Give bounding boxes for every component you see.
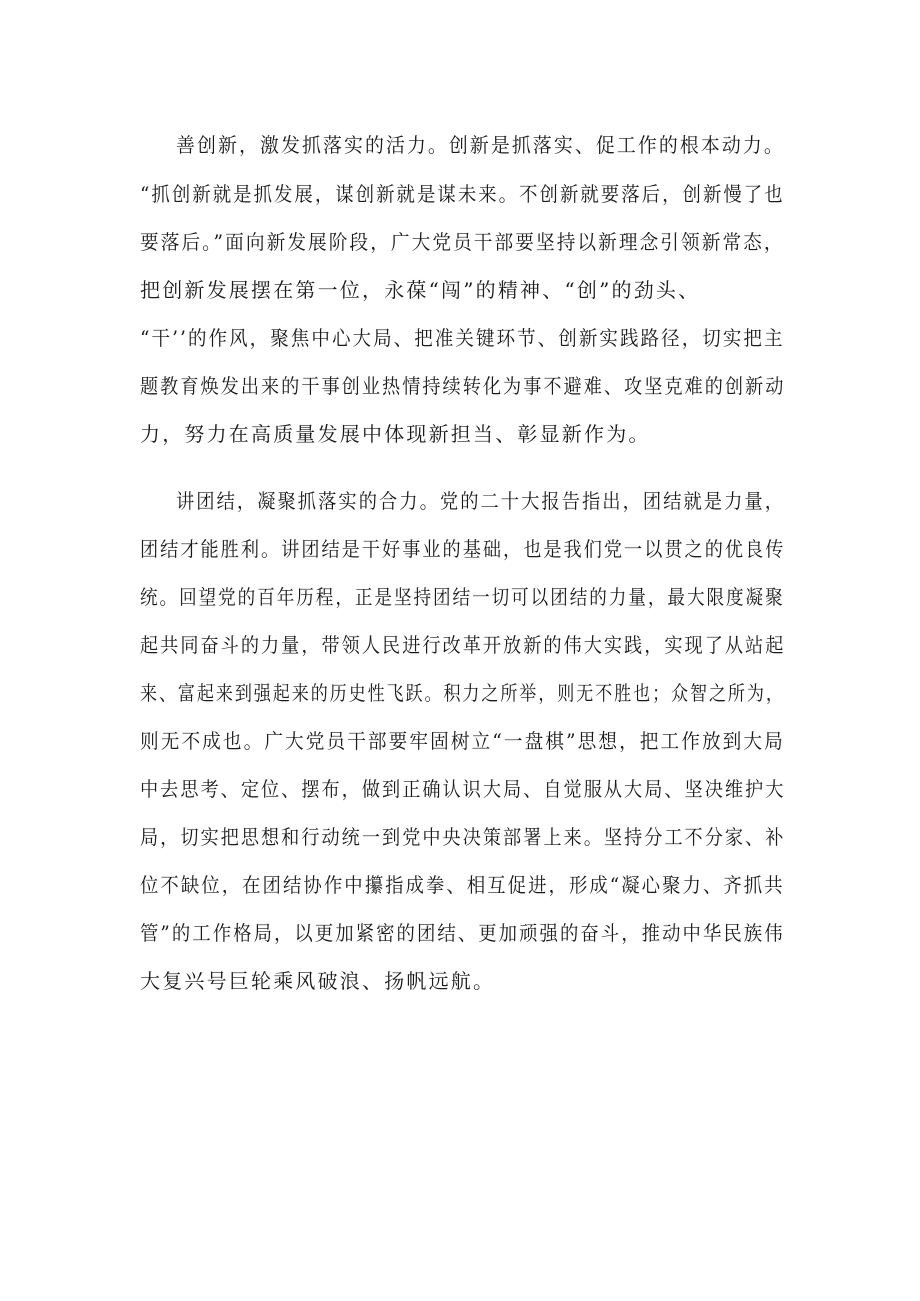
text-line: 统。回望党的百年历程，正是坚持团结一切可以团结的力量，最大限度凝聚	[140, 585, 785, 609]
text-line: “抓创新就是抓发展，谋创新就是谋未来。不创新就要落后，创新慢了也	[140, 182, 785, 206]
text-line: 要落后。”面向新发展阶段，广大党员干部要坚持以新理念引领新常态，	[140, 230, 785, 254]
text-line: 起共同奋斗的力量，带领人民进行改革开放新的伟大实践，实现了从站起	[140, 633, 786, 657]
text-line: 中去思考、定位、摆布，做到正确认识大局、自觉服从大局、坚决维护大	[140, 777, 786, 801]
text-line: 管”的工作格局，以更加紧密的团结、更加顽强的奋斗，推动中华民族伟	[140, 921, 785, 945]
text-line: “干’’的作风，聚焦中心大局、把准关键环节、创新实践路径，切实把主	[140, 326, 785, 350]
text-line: 讲团结，凝聚抓落实的合力。党的二十大报告指出，团结就是力量，	[176, 489, 785, 513]
text-line: 团结才能胜利。讲团结是干好事业的基础，也是我们党一以贯之的优良传	[140, 537, 786, 561]
text-line: 力，努力在高质量发展中体现新担当、彰显新作为。	[140, 422, 651, 446]
text-line: 局，切实把思想和行动统一到党中央决策部署上来。坚持分工不分家、补	[140, 825, 786, 849]
text-line: 来、富起来到强起来的历史性飞跃。积力之所举，则无不胜也；众智之所为，	[140, 681, 785, 705]
text-line: 则无不成也。广大党员干部要牢固树立“一盘棋”思想，把工作放到大局	[140, 729, 785, 753]
text-line: 位不缺位，在团结协作中攥指成拳、相互促进，形成“凝心聚力、齐抓共	[140, 873, 785, 897]
text-line: 善创新，激发抓落实的活力。创新是抓落实、促工作的根本动力。	[176, 133, 785, 157]
text-line: 大复兴号巨轮乘风破浪、扬帆远航。	[140, 969, 496, 993]
text-line: 题教育焕发出来的干事创业热情持续转化为事不避难、攻坚克难的创新动	[140, 374, 786, 398]
text-line: 把创新发展摆在第一位，永葆“闯”的精神、“创”的劲头、	[140, 278, 701, 302]
